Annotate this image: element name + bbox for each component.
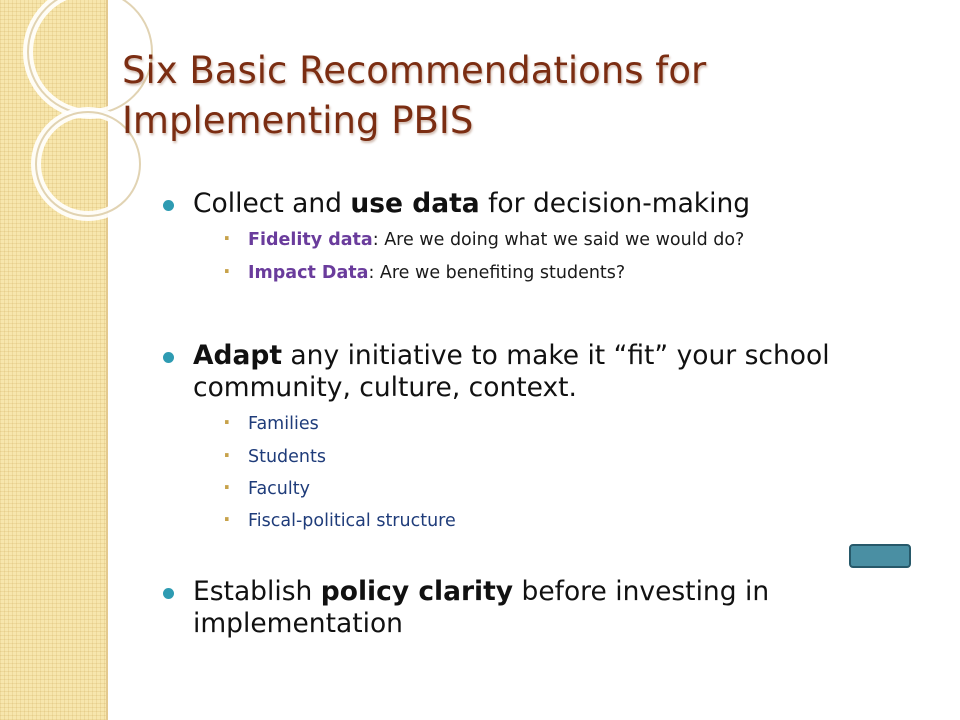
bullet-adapt [163,340,830,404]
bullet-text: for decision-making [479,188,751,219]
sub-bullet-text: Families [248,414,319,434]
bullet-policy-clarity [163,576,769,640]
sub-bullet-faculty [223,478,310,500]
sub-bullet-label: Fidelity data [248,230,373,250]
bullet-collect-data [163,188,750,220]
sub-bullet-impact [223,262,625,284]
title-line-2: Implementing PBIS [122,99,474,142]
bullet-bold: Adapt [193,340,282,371]
sub-bullet-fiscal [223,510,456,532]
slide-nav-button[interactable] [849,544,911,568]
title-line-1: Six Basic Recommendations for [122,49,707,92]
bullet-text: any initiative to make it “fit” your school [282,340,830,371]
bullet-text: Establish [193,576,321,607]
bullet-text: before investing in [513,576,770,607]
sub-bullet-fidelity [223,229,744,251]
sub-bullet-students [223,446,326,468]
sub-bullet-text: Faculty [248,479,310,499]
sub-bullet-text: : Are we benefiting students? [368,263,626,283]
sub-bullet-families [223,413,319,435]
sub-bullet-text: : Are we doing what we said we would do? [372,230,745,250]
sub-bullet-text: Fiscal-political structure [248,511,456,531]
sub-bullet-text: Students [248,447,327,467]
bullet-text: implementation [193,608,403,639]
bullet-text: Collect and [193,188,351,219]
slide-title [122,46,706,146]
bullet-text: community, culture, context. [193,372,577,403]
bullet-bold: policy clarity [320,576,514,607]
bullet-bold: use data [350,188,480,219]
sub-bullet-label: Impact Data [248,263,369,283]
